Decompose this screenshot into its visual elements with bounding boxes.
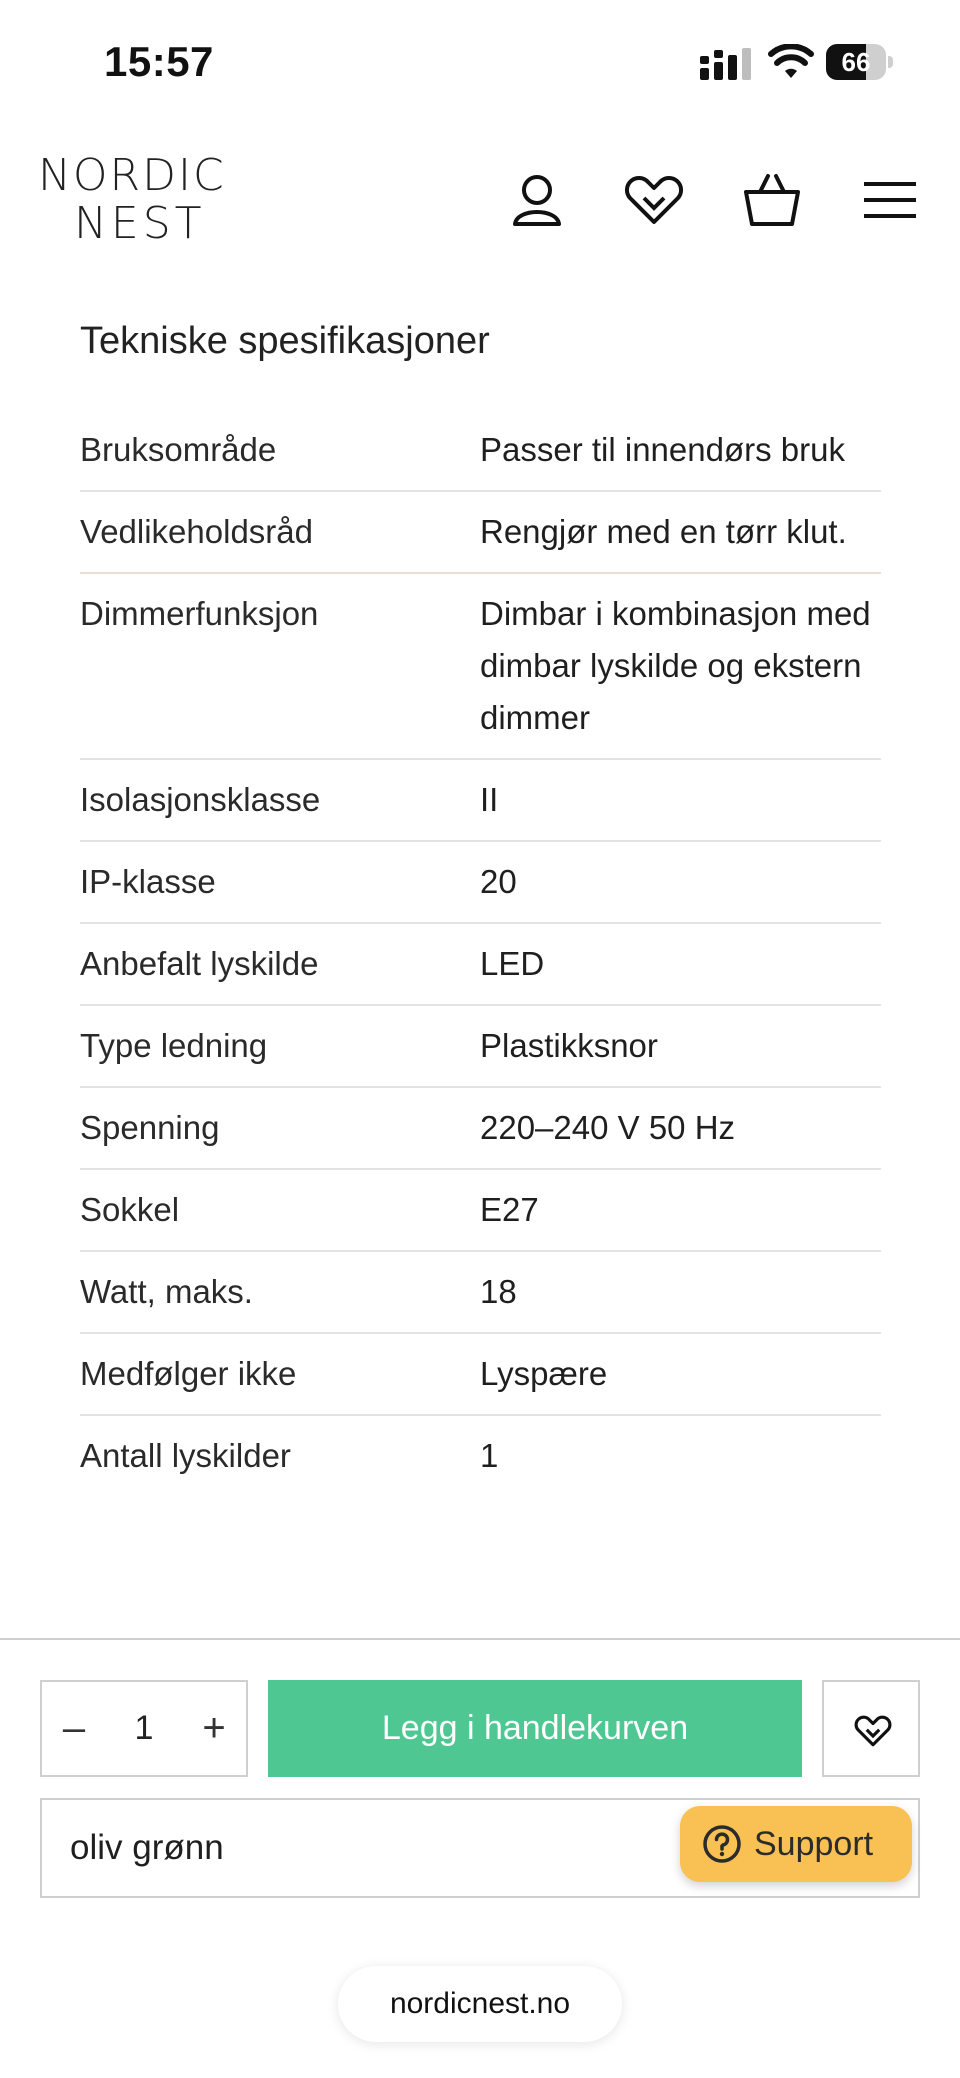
spec-row bbox=[80, 1252, 881, 1334]
spec-value: E27 bbox=[480, 1191, 539, 1228]
spec-label: Vedlikeholdsråd bbox=[80, 513, 313, 550]
spec-row bbox=[80, 410, 881, 492]
add-to-cart-button[interactable]: Legg i handlekurven bbox=[268, 1680, 802, 1777]
spec-value: Rengjør med en tørr klut. bbox=[480, 513, 847, 550]
wifi-icon bbox=[768, 44, 814, 80]
logo-line2: NEST bbox=[74, 198, 206, 249]
spec-row bbox=[80, 1088, 881, 1170]
spec-value: II bbox=[480, 781, 499, 818]
browser-url-bar[interactable]: nordicnest.no bbox=[338, 1966, 622, 2042]
spec-value: Passer til innendørs bruk bbox=[480, 431, 845, 468]
cellular-signal-icon bbox=[700, 48, 752, 80]
spec-label: Dimmerfunksjon bbox=[80, 595, 319, 632]
status-bar bbox=[0, 0, 960, 120]
decrease-quantity-button[interactable]: – bbox=[62, 1706, 86, 1750]
spec-label: Anbefalt lyskilde bbox=[80, 945, 319, 982]
spec-label: Medfølger ikke bbox=[80, 1355, 297, 1392]
support-label: Support bbox=[754, 1825, 874, 1863]
spec-value: Lyspære bbox=[480, 1355, 608, 1392]
spec-value: Dimbar i kombinasjon med dimbar lyskilde og ekstern dimmer bbox=[480, 595, 871, 736]
specs-title: Tekniske spesifikasjoner bbox=[80, 320, 490, 362]
spec-row bbox=[80, 842, 881, 924]
spec-row bbox=[80, 924, 881, 1006]
add-to-wishlist-button[interactable] bbox=[822, 1680, 920, 1777]
status-time: 15:57 bbox=[104, 38, 214, 85]
spec-row bbox=[80, 1170, 881, 1252]
spec-row bbox=[80, 574, 881, 760]
spec-value: 18 bbox=[480, 1273, 517, 1310]
spec-row bbox=[80, 1416, 881, 1496]
spec-row bbox=[80, 1006, 881, 1088]
spec-label: Bruksområde bbox=[80, 431, 277, 468]
spec-label: IP-klasse bbox=[80, 863, 216, 900]
spec-value: 1 bbox=[480, 1437, 499, 1474]
spec-row bbox=[80, 760, 881, 842]
basket-icon[interactable] bbox=[740, 168, 804, 232]
support-button[interactable] bbox=[680, 1806, 912, 1882]
spec-row bbox=[80, 492, 881, 574]
spec-value: Plastikksnor bbox=[480, 1027, 658, 1064]
menu-icon[interactable] bbox=[858, 168, 922, 232]
help-icon bbox=[702, 1824, 742, 1864]
battery-level: 66 bbox=[841, 47, 871, 77]
spec-row bbox=[80, 1334, 881, 1416]
spec-table bbox=[80, 410, 881, 1496]
heart-icon bbox=[853, 1711, 893, 1751]
variant-selected-value: oliv grønn bbox=[70, 1828, 224, 1867]
logo-line1: NORDIC bbox=[38, 150, 226, 201]
battery-icon bbox=[826, 44, 894, 80]
spec-label: Watt, maks. bbox=[80, 1273, 253, 1310]
spec-value: 220–240 V 50 Hz bbox=[480, 1109, 736, 1146]
sticky-bar-divider bbox=[0, 1638, 960, 1640]
quantity-value[interactable]: 1 bbox=[134, 1709, 154, 1747]
quantity-stepper bbox=[40, 1680, 248, 1777]
site-header bbox=[0, 140, 960, 260]
spec-value: LED bbox=[480, 945, 545, 982]
heart-icon[interactable] bbox=[622, 168, 686, 232]
spec-value: 20 bbox=[480, 863, 517, 900]
spec-label: Antall lyskilder bbox=[80, 1437, 291, 1474]
nordic-nest-logo[interactable] bbox=[38, 152, 226, 248]
account-icon[interactable] bbox=[505, 168, 569, 232]
spec-label: Isolasjonsklasse bbox=[80, 781, 321, 818]
spec-label: Sokkel bbox=[80, 1191, 180, 1228]
increase-quantity-button[interactable]: + bbox=[202, 1706, 226, 1750]
spec-label: Type ledning bbox=[80, 1027, 268, 1064]
spec-label: Spenning bbox=[80, 1109, 220, 1146]
